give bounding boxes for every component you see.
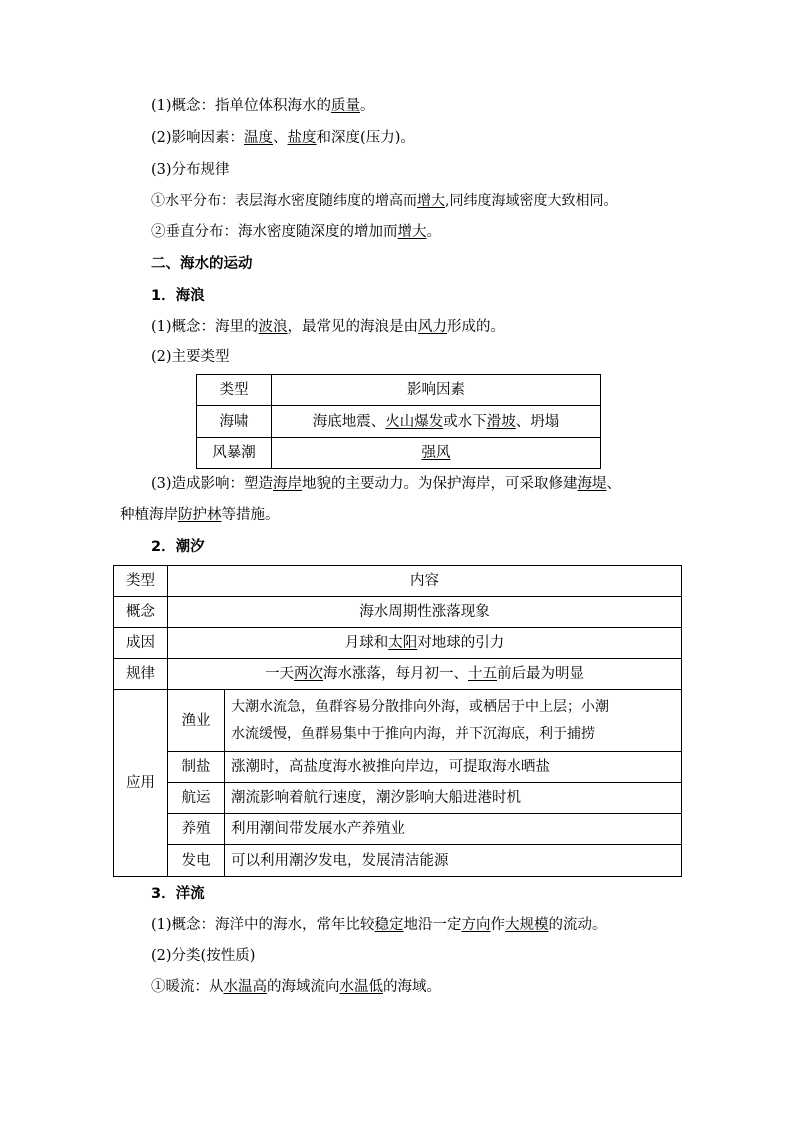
table-row (197, 406, 601, 438)
currents-concept: (1)概念：海洋中的海水，常年比较稳定地沿一定方向作大规模的流动。 (151, 917, 607, 933)
table-row (114, 659, 682, 690)
waves-types-title: (2)主要类型 (151, 349, 230, 365)
content-cell: 潮流影响着航行速度，潮汐影响大船进港时机 (225, 783, 682, 814)
factor-cell: 海底地震、火山爆发或水下滑坡、坍塌 (272, 406, 601, 438)
waves-concept: (1)概念：海里的波浪，最常见的海浪是由风力形成的。 (151, 319, 506, 335)
tides-title: 2．潮汐 (151, 539, 205, 555)
label-cell: 成因 (114, 628, 168, 659)
content-cell: 大潮水流急，鱼群容易分散排向外海，或栖居于中上层；小潮 水流缓慢，鱼群易集中于推向内海，并下沉海底，利于捕捞 (225, 690, 682, 752)
table-row (114, 752, 682, 783)
waves-table (196, 374, 601, 469)
header-cell: 影响因素 (272, 375, 601, 406)
section-2-title: 二、海水的运动 (151, 256, 253, 272)
sub-label-cell: 渔业 (168, 690, 225, 752)
sub-label-cell: 养殖 (168, 814, 225, 845)
table-row (114, 628, 682, 659)
table-row (114, 566, 682, 597)
table-row (114, 783, 682, 814)
sub-label-cell: 航运 (168, 783, 225, 814)
density-vertical: ②垂直分布：海水密度随深度的增加而增大。 (151, 224, 441, 240)
content-cell: 一天两次海水涨落，每月初一、十五前后最为明显 (168, 659, 682, 690)
table-row (114, 597, 682, 628)
content-cell: 可以利用潮汐发电，发展清洁能源 (225, 845, 682, 877)
type-cell: 海啸 (197, 406, 272, 438)
header-cell: 内容 (168, 566, 682, 597)
currents-classification: (2)分类(按性质) (151, 948, 256, 964)
sub-label-cell: 制盐 (168, 752, 225, 783)
header-cell: 类型 (114, 566, 168, 597)
content-cell: 海水周期性涨落现象 (168, 597, 682, 628)
sub-label-cell: 发电 (168, 845, 225, 877)
density-distribution-title: (3)分布规律 (151, 162, 230, 178)
waves-impact-line-2: 种植海岸防护林等措施。 (120, 507, 280, 523)
type-cell: 风暴潮 (197, 438, 272, 469)
content-cell: 月球和太阳对地球的引力 (168, 628, 682, 659)
factor-cell: 强风 (272, 438, 601, 469)
table-row (114, 845, 682, 877)
content-cell: 涨潮时，高盐度海水被推向岸边，可提取海水晒盐 (225, 752, 682, 783)
currents-warm: ①暖流：从水温高的海域流向水温低的海域。 (151, 979, 441, 995)
table-row (114, 814, 682, 845)
waves-impact-line-1: (3)造成影响：塑造海岸地貌的主要动力。为保护海岸，可采取修建海堤、 (151, 476, 622, 492)
currents-title: 3．洋流 (151, 886, 205, 902)
density-factors: (2)影响因素：温度、盐度和深度(压力)。 (151, 130, 415, 146)
density-horizontal: ①水平分布：表层海水密度随纬度的增高而增大,同纬度海域密度大致相同。 (151, 193, 618, 209)
tides-table (113, 565, 682, 877)
density-concept: (1)概念：指单位体积海水的质量。 (151, 98, 375, 114)
table-row (197, 375, 601, 406)
content-cell: 利用潮间带发展水产养殖业 (225, 814, 682, 845)
label-cell: 规律 (114, 659, 168, 690)
header-cell: 类型 (197, 375, 272, 406)
label-cell: 概念 (114, 597, 168, 628)
table-row (114, 690, 682, 752)
waves-title: 1．海浪 (151, 288, 205, 304)
application-label-cell: 应用 (114, 690, 168, 877)
table-row (197, 438, 601, 469)
